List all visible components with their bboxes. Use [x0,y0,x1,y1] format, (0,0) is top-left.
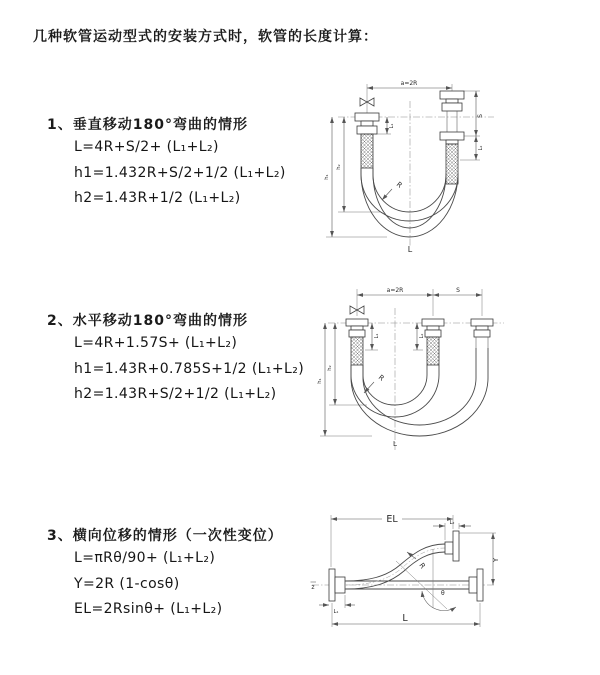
radius-label: R [394,180,404,190]
dim-label-l2: L₂ [419,333,425,339]
diagram-vertical-180-bend [312,75,512,255]
section-1-formula-h2: h2=1.43R+1/2 (L₁+L₂) [74,190,241,206]
diagram-lateral-displacement [300,505,520,640]
dim-label-s: S [456,287,460,294]
section-3-heading: 3、横向位移的情形（一次性变位） [47,528,283,544]
dim-label-l2: L₂ [449,520,455,526]
dimension-lines [317,287,482,436]
flange-right-displaced [445,531,459,561]
dim-label-h1: h₁ [317,378,323,384]
section-2-formula-h2: h2=1.43R+S/2+1/2 (L₁+L₂) [74,386,277,402]
dim-label-l1: L₁ [374,333,380,339]
length-label: L [393,440,397,448]
hose-curves [351,348,488,436]
radius-label: R [417,561,427,571]
axis-mark [311,582,317,591]
dim-label-s: S [477,114,484,118]
section-3-formula-Y: Y=2R (1-cosθ) [74,576,180,592]
section-2-formula-L: L=4R+1.57S+ (L₁+L₂) [74,335,238,351]
dim-label-y: Y [492,557,500,563]
section-2-heading: 2、水平移动180°弯曲的情形 [47,313,248,329]
dim-label-l2: L₂ [478,145,484,151]
flange-left [329,569,345,601]
dim-label-l1: L₁ [389,123,395,129]
theta-label: θ [441,590,445,597]
section-1-formula-h1: h1=1.432R+S/2+1/2 (L₁+L₂) [74,165,286,181]
section-1-heading: 1、垂直移动180°弯曲的情形 [47,117,248,133]
dim-label-h2: h₂ [336,164,342,170]
radius-callout [382,180,404,200]
section-3-formula-L: L=πRθ/90+ (L₁+L₂) [74,550,216,566]
angle-construction [396,549,456,611]
hose-displaced-position [345,544,445,589]
dimension-lines [319,514,500,627]
length-label: L [407,245,413,254]
section-3-formula-EL: EL=2Rsinθ+ (L₁+L₂) [74,601,223,617]
fitting-right [471,319,493,348]
dim-label-l1: L₁ [333,609,339,615]
section-1-formula-L: L=4R+S/2+ (L₁+L₂) [74,139,219,155]
dim-label-h2: h₂ [327,365,333,371]
dim-label-el: EL [386,514,398,525]
dim-label-l: L [402,613,408,624]
radius-label: R [376,373,386,383]
svg-text:z: z [311,584,315,591]
hose-curves [361,168,458,237]
dim-label-h1: h₁ [324,174,330,180]
section-2-formula-h1: h1=1.43R+0.785S+1/2 (L₁+L₂) [74,361,305,377]
fitting-left [346,319,368,365]
fitting-left [355,113,379,168]
dim-label-a2r: a=2R [386,287,404,294]
fitting-middle [422,319,444,365]
page-title: 几种软管运动型式的安装方式时，软管的长度计算： [33,29,378,45]
fitting-right [440,91,464,184]
diagram-horizontal-180-bend [312,280,512,465]
dim-label-a2r: a=2R [400,80,418,87]
flange-right-original [469,569,483,601]
